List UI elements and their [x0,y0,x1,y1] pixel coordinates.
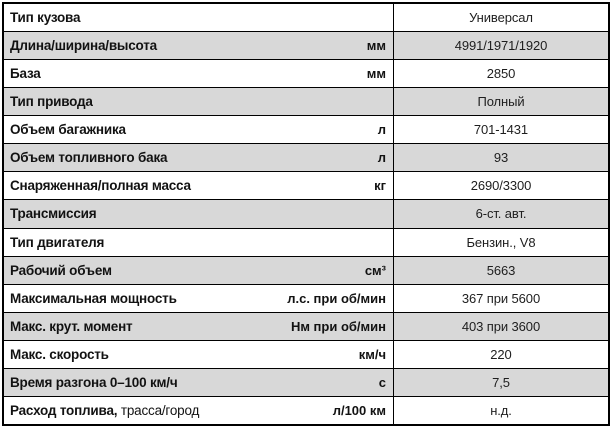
table-row [4,313,608,341]
table-row [4,341,608,369]
spec-label-cell [4,369,393,396]
spec-label-suffix: трасса/город [117,402,200,418]
spec-unit: л [377,150,386,166]
spec-label-cell [4,4,393,31]
spec-label: Объем багажника [10,122,126,138]
spec-unit: Нм при об/мин [290,318,386,334]
spec-label-cell [4,257,393,284]
spec-label: База [10,66,41,82]
spec-label: Расход топлива, [10,402,118,418]
spec-value: 7,5 [393,369,608,396]
spec-label: Снаряженная/полная масса [10,178,191,194]
table-row [4,32,608,60]
spec-label-cell [4,116,393,143]
table-row [4,369,608,397]
spec-label-wrap [10,66,41,81]
table-row [4,172,608,200]
spec-unit: см³ [364,262,386,278]
spec-label-wrap [10,347,109,362]
spec-label-wrap [10,178,191,193]
spec-label-wrap [10,263,112,278]
table-row [4,60,608,88]
spec-unit: л/100 км [332,402,386,418]
spec-label-wrap [10,235,104,250]
spec-label: Тип привода [10,94,93,110]
spec-label-cell [4,88,393,115]
spec-value: Бензин., V8 [393,229,608,256]
spec-label: Трансмиссия [10,206,97,222]
spec-label: Макс. скорость [10,346,109,362]
spec-label-cell [4,200,393,227]
spec-value: 5663 [393,257,608,284]
table-row [4,144,608,172]
spec-label: Время разгона 0–100 км/ч [10,374,178,390]
spec-label-cell [4,229,393,256]
spec-unit: кг [374,178,386,194]
spec-label-cell [4,60,393,87]
spec-label: Рабочий объем [10,262,112,278]
spec-label-wrap [10,94,93,109]
spec-label-wrap [10,206,96,221]
spec-label-cell [4,397,393,424]
spec-label-cell [4,172,393,199]
spec-unit: с [378,374,386,390]
spec-value: Универсал [393,4,608,31]
table-row [4,116,608,144]
spec-label-cell [4,313,393,340]
spec-label-wrap [10,403,199,418]
spec-label-wrap [10,122,126,137]
spec-label-cell [4,341,393,368]
spec-value: 403 при 3600 [393,313,608,340]
spec-label: Максимальная мощность [10,290,177,306]
spec-unit: мм [366,38,386,54]
table-row [4,4,608,32]
spec-value: 367 при 5600 [393,285,608,312]
spec-label-wrap [10,38,157,53]
spec-value: 93 [393,144,608,171]
spec-label: Тип двигателя [10,234,105,250]
spec-label-cell [4,285,393,312]
table-row [4,257,608,285]
spec-label-cell [4,32,393,59]
spec-value: Полный [393,88,608,115]
spec-label: Длина/ширина/высота [10,38,157,54]
spec-label: Тип кузова [10,10,81,26]
table-row [4,397,608,424]
table-row [4,229,608,257]
spec-value: 6-ст. авт. [393,200,608,227]
spec-label-wrap [10,10,80,25]
spec-unit: л [377,122,386,138]
spec-label-wrap [10,150,167,165]
spec-label: Макс. крут. момент [10,318,133,334]
spec-label-wrap [10,319,132,334]
spec-unit: км/ч [358,346,386,362]
spec-value: 220 [393,341,608,368]
spec-value: 2850 [393,60,608,87]
spec-value: н.д. [393,397,608,424]
spec-label-wrap [10,291,177,306]
spec-label-cell [4,144,393,171]
spec-label: Объем топливного бака [10,150,168,166]
table-row [4,200,608,228]
spec-unit: мм [366,66,386,82]
spec-value: 701-1431 [393,116,608,143]
table-row [4,285,608,313]
spec-value: 2690/3300 [393,172,608,199]
spec-table [2,2,610,426]
spec-value: 4991/1971/1920 [393,32,608,59]
spec-label-wrap [10,375,178,390]
spec-unit: л.с. при об/мин [287,290,386,306]
table-row [4,88,608,116]
